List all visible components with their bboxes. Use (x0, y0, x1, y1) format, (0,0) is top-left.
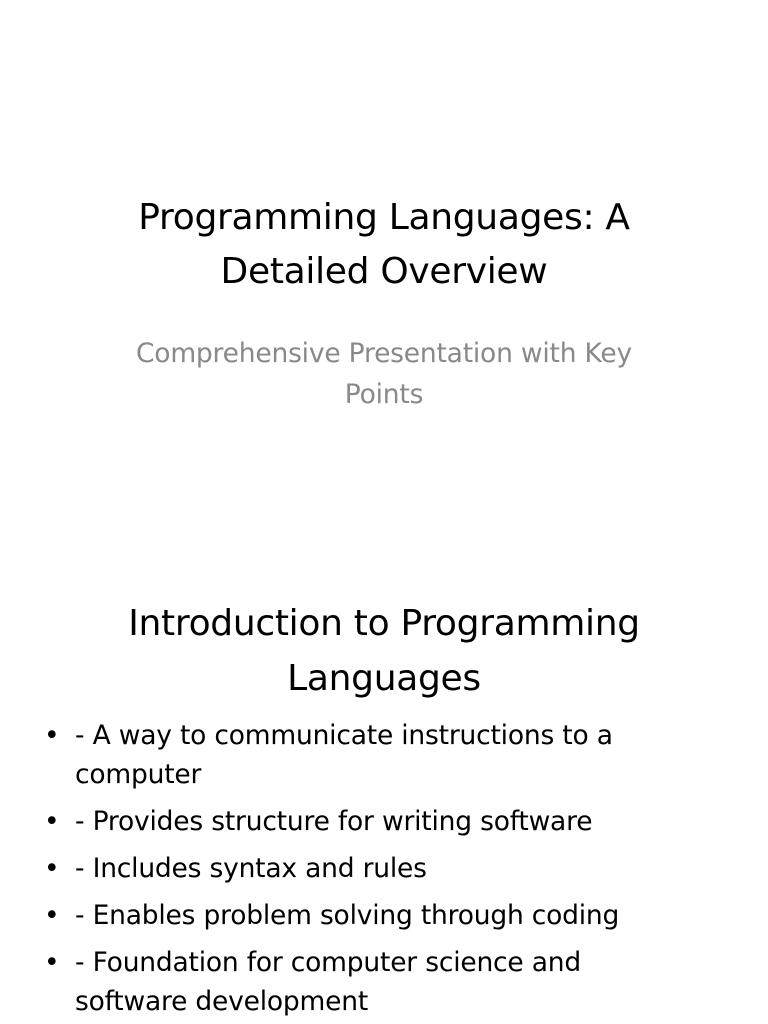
slide-title: Introduction to Programming Languages (128, 603, 640, 699)
bullet-item (44, 943, 694, 1021)
presentation-subtitle: Comprehensive Presentation with Key Points (136, 338, 632, 410)
bullet-text: - Foundation for computer science and software development (75, 947, 582, 1017)
bullet-item (44, 896, 694, 935)
bullet-item (44, 849, 694, 888)
bullet-text: - Includes syntax and rules (75, 853, 427, 884)
bullet-text: - Provides structure for writing software (75, 806, 593, 837)
bullet-list (44, 716, 694, 1024)
bullet-icon: • (44, 853, 60, 884)
bullet-text: - A way to communicate instructions to a computer (75, 720, 613, 790)
presentation-title: Programming Languages: A Detailed Overview (138, 197, 630, 292)
bullet-icon: • (44, 806, 60, 837)
bullet-icon: • (44, 720, 60, 751)
bullet-item (44, 716, 694, 794)
bullet-text: - Enables problem solving through coding (75, 900, 620, 931)
bullet-item (44, 802, 694, 841)
bullet-icon: • (44, 900, 60, 931)
content-slide (0, 576, 768, 1024)
bullet-icon: • (44, 947, 60, 978)
